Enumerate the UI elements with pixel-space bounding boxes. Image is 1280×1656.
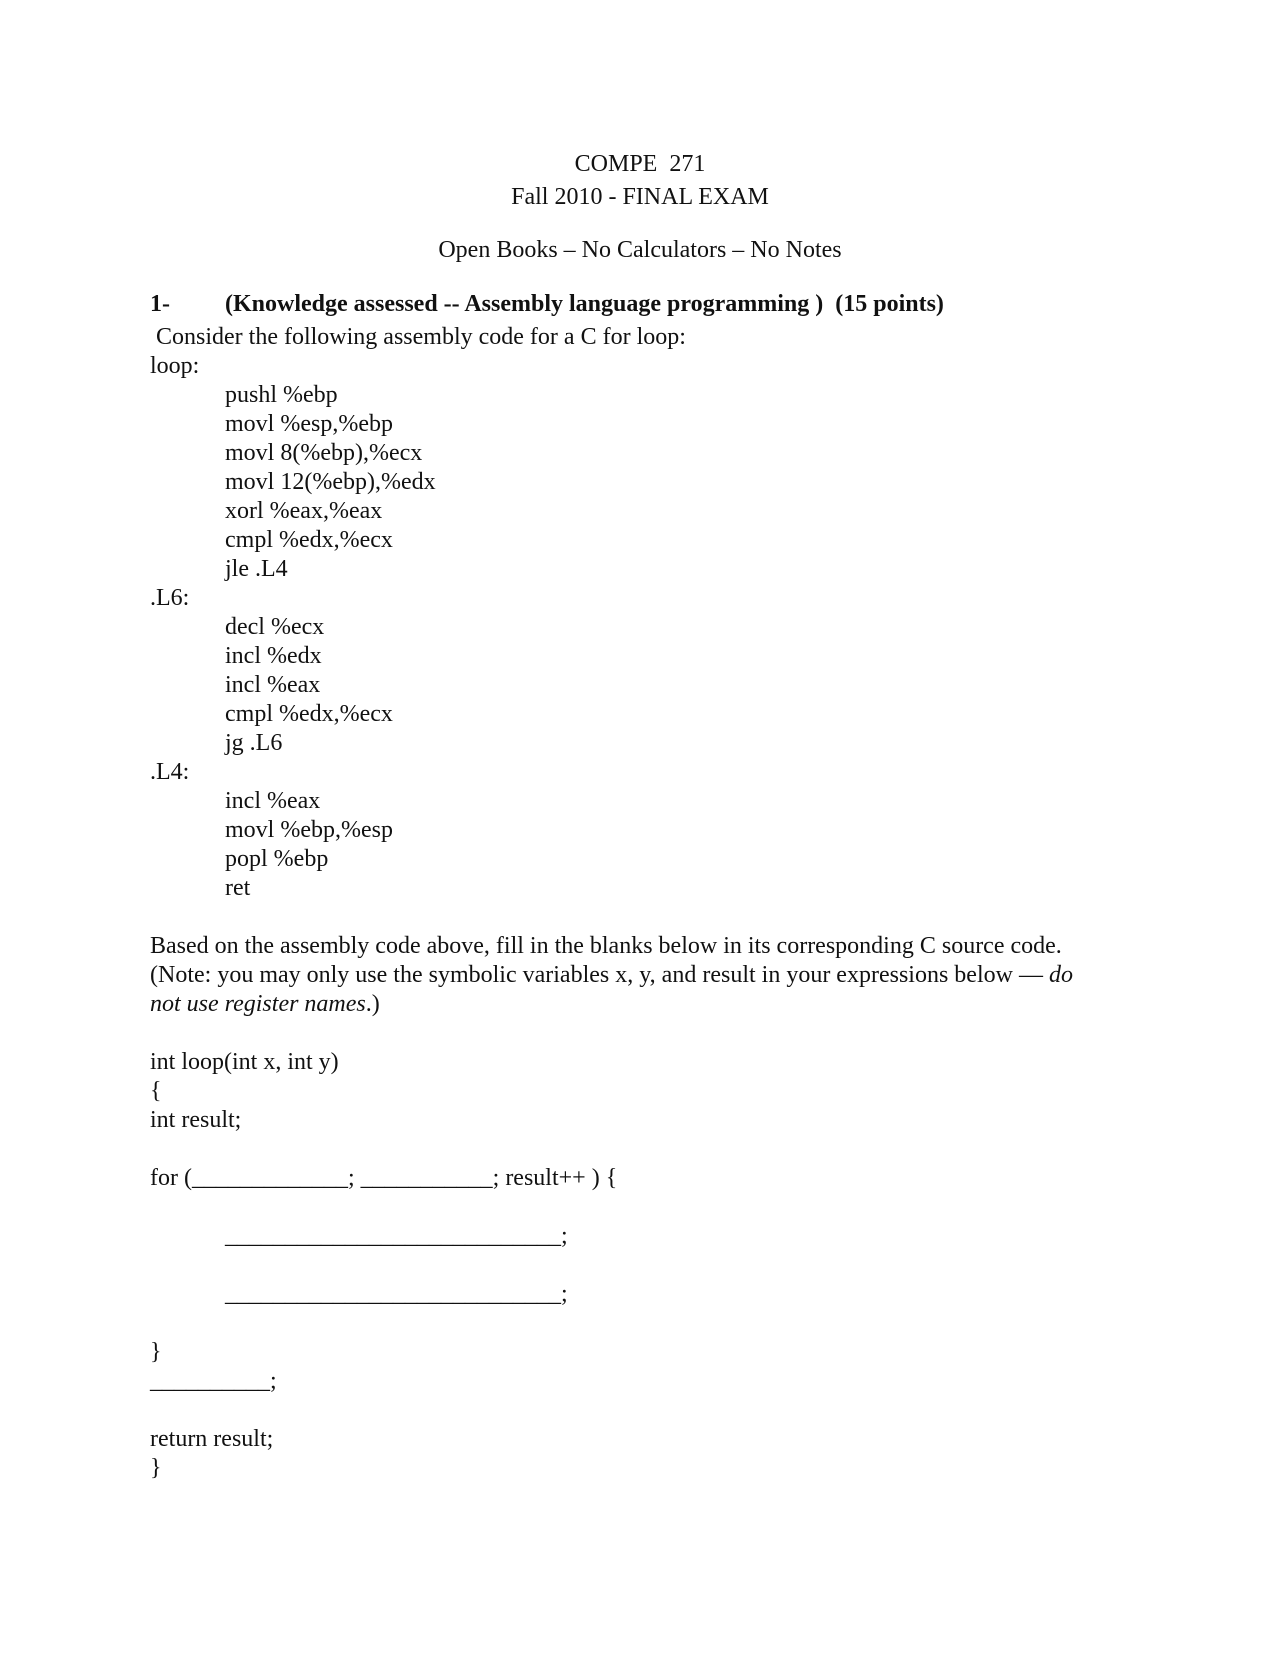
asm-line: movl %esp,%ebp bbox=[225, 411, 393, 437]
code-open-brace: { bbox=[150, 1078, 162, 1104]
asm-line: cmpl %edx,%ecx bbox=[225, 527, 393, 553]
asm-line: jg .L6 bbox=[225, 730, 283, 756]
asm-line: ret bbox=[225, 875, 251, 901]
code-after-blank: __________; bbox=[150, 1368, 277, 1394]
code-for-line: for (_____________; ___________; result++ ) { bbox=[150, 1165, 618, 1191]
instructions-note: (Note: you may only use the symbolic variables x, y, and result in your expressions below — bbox=[150, 962, 1049, 988]
asm-line: pushl %ebp bbox=[225, 382, 338, 408]
asm-line: incl %edx bbox=[225, 643, 322, 669]
instructions-note-end: .) bbox=[365, 991, 380, 1017]
asm-label-l6: .L6: bbox=[150, 585, 190, 611]
code-declaration: int result; bbox=[150, 1107, 242, 1133]
code-close-for: } bbox=[150, 1339, 162, 1365]
asm-line: jle .L4 bbox=[225, 556, 288, 582]
asm-line: incl %eax bbox=[225, 788, 321, 814]
instructions-emphasis: do bbox=[1048, 962, 1073, 988]
code-close-func: } bbox=[150, 1455, 162, 1481]
question-number: 1- bbox=[150, 291, 170, 317]
asm-line: xorl %eax,%eax bbox=[225, 498, 383, 524]
asm-label-loop: loop: bbox=[150, 353, 200, 379]
code-body-blank-2: ____________________________; bbox=[225, 1281, 568, 1307]
asm-line: decl %ecx bbox=[225, 614, 325, 640]
asm-line: popl %ebp bbox=[225, 846, 329, 872]
asm-label-l4: .L4: bbox=[150, 759, 190, 785]
instructions-emphasis: not use register names bbox=[150, 991, 366, 1017]
asm-line: movl 12(%ebp),%edx bbox=[225, 469, 436, 495]
course-title: COMPE 271 bbox=[574, 151, 706, 177]
exam-rules: Open Books – No Calculators – No Notes bbox=[438, 237, 842, 263]
asm-line: cmpl %edx,%ecx bbox=[225, 701, 393, 727]
asm-line: movl 8(%ebp),%ecx bbox=[225, 440, 423, 466]
question-title: (Knowledge assessed -- Assembly language programming ) (15 points) bbox=[225, 291, 944, 317]
code-return: return result; bbox=[150, 1426, 274, 1452]
asm-line: movl %ebp,%esp bbox=[225, 817, 393, 843]
exam-title: Fall 2010 - FINAL EXAM bbox=[511, 184, 769, 210]
instructions-line-2 bbox=[150, 961, 1073, 989]
code-signature: int loop(int x, int y) bbox=[150, 1049, 339, 1075]
instructions-line-1: Based on the assembly code above, fill in the blanks below in its corresponding C source code. bbox=[150, 933, 1062, 959]
asm-line: incl %eax bbox=[225, 672, 321, 698]
question-intro: Consider the following assembly code for a C for loop: bbox=[150, 324, 686, 350]
instructions-line-3 bbox=[150, 990, 380, 1018]
code-body-blank-1: ____________________________; bbox=[225, 1223, 568, 1249]
